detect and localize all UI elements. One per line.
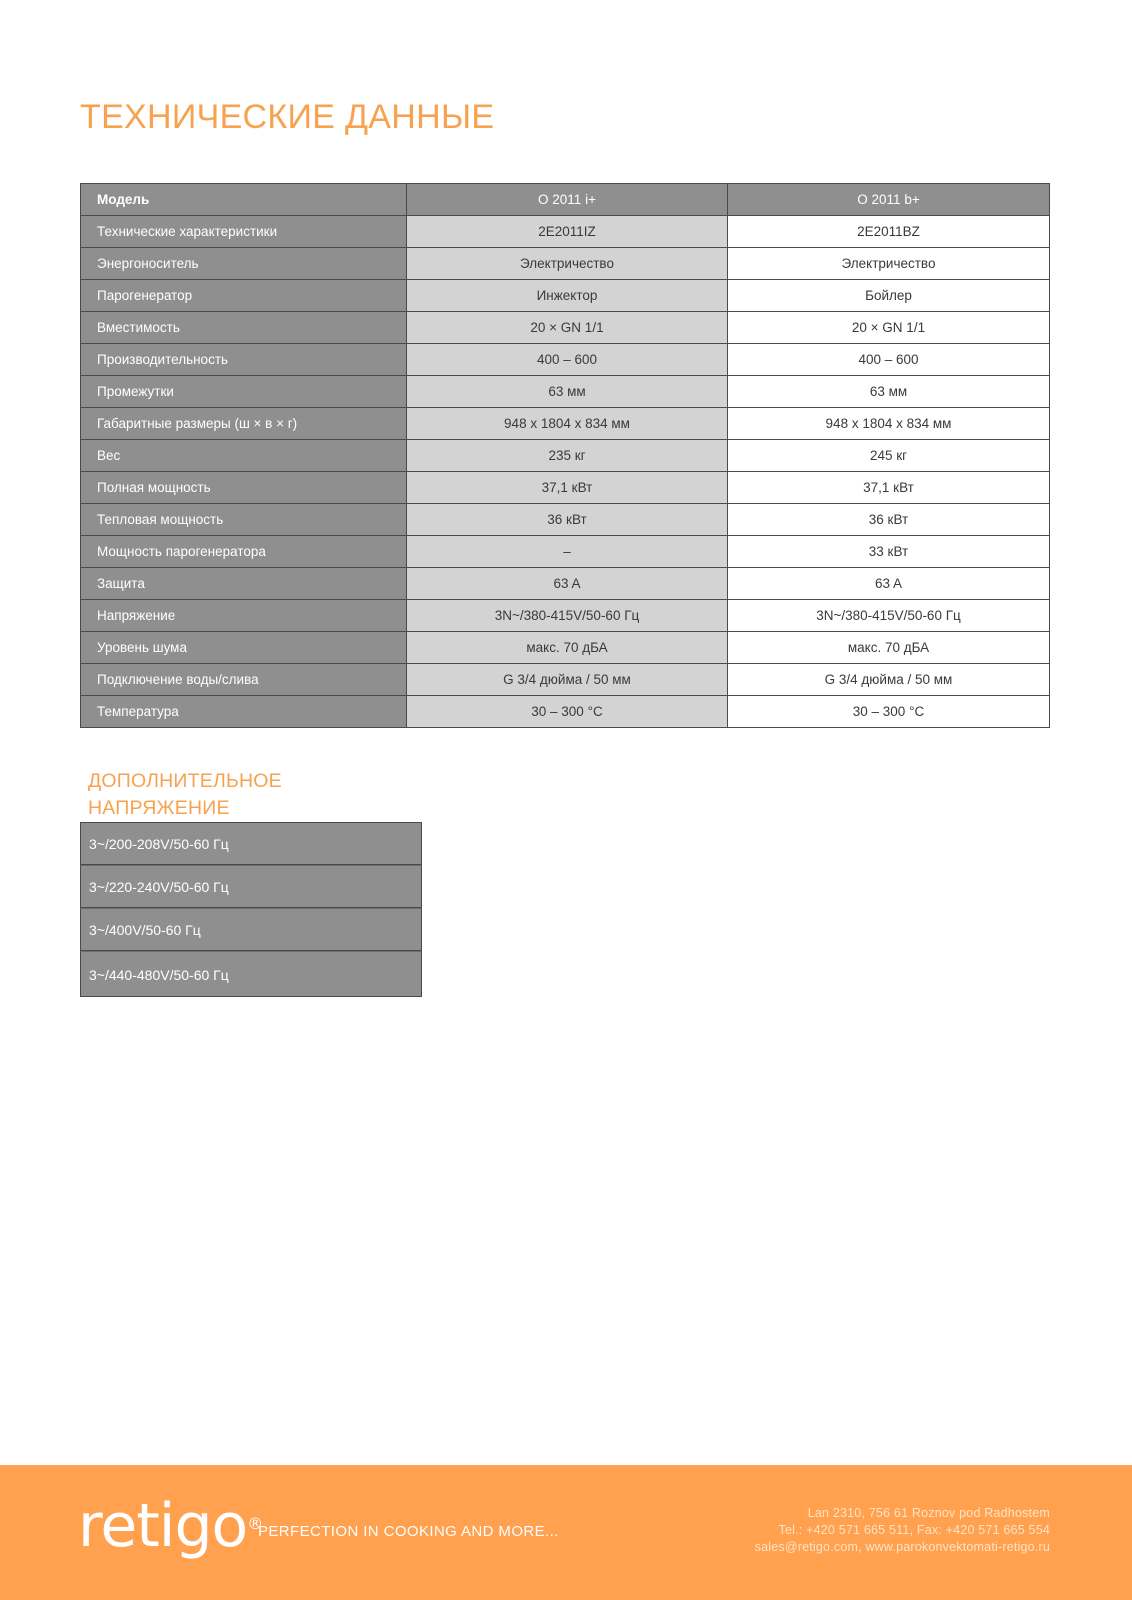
row-label: Напряжение <box>81 600 407 632</box>
table-row <box>81 472 1050 504</box>
row-value-b: 30 – 300 °C <box>728 696 1050 728</box>
email-web: sales@retigo.com, www.parokonvektomati-retigo.ru <box>754 1540 1050 1554</box>
additional-voltage-list <box>80 822 422 997</box>
table-row <box>81 504 1050 536</box>
address: Lan 2310, 756 61 Roznov pod Radhostem <box>807 1506 1050 1520</box>
spec-table <box>80 183 1050 728</box>
table-row <box>81 344 1050 376</box>
table-row <box>81 632 1050 664</box>
row-label: Подключение воды/слива <box>81 664 407 696</box>
table-row <box>81 568 1050 600</box>
row-label: Защита <box>81 568 407 600</box>
row-value-b: 3N~/380-415V/50-60 Гц <box>728 600 1050 632</box>
row-value-a: 2E2011IZ <box>407 216 728 248</box>
row-label: Температура <box>81 696 407 728</box>
page-title: ТЕХНИЧЕСКИЕ ДАННЫЕ <box>80 98 495 136</box>
row-value-a: 37,1 кВт <box>407 472 728 504</box>
voltage-item: 3~/200-208V/50-60 Гц <box>80 822 422 865</box>
row-value-b: 36 кВт <box>728 504 1050 536</box>
registered-mark: ® <box>247 1514 264 1533</box>
row-value-b: 948 x 1804 x 834 мм <box>728 408 1050 440</box>
logo-text: retigo <box>78 1491 248 1561</box>
row-value-a: 400 – 600 <box>407 344 728 376</box>
row-value-a: G 3/4 дюйма / 50 мм <box>407 664 728 696</box>
row-value-a: 63 A <box>407 568 728 600</box>
row-value-b: Электричество <box>728 248 1050 280</box>
table-row <box>81 696 1050 728</box>
phone-fax: Tel.: +420 571 665 511, Fax: +420 571 665 554 <box>778 1523 1050 1537</box>
row-value-b: макс. 70 дБА <box>728 632 1050 664</box>
row-value-b: Бойлер <box>728 280 1050 312</box>
row-value-b: G 3/4 дюйма / 50 мм <box>728 664 1050 696</box>
row-label: Парогенератор <box>81 280 407 312</box>
retigo-logo <box>78 1491 264 1561</box>
row-value-a: 235 кг <box>407 440 728 472</box>
contact-block <box>755 1505 1050 1556</box>
additional-voltage-title <box>88 768 282 822</box>
tagline: PERFECTION IN COOKING AND MORE... <box>258 1523 559 1540</box>
row-value-b: 2E2011BZ <box>728 216 1050 248</box>
row-value-a: 20 × GN 1/1 <box>407 312 728 344</box>
table-row <box>81 536 1050 568</box>
header-label: Модель <box>81 184 407 216</box>
row-value-a: 63 мм <box>407 376 728 408</box>
table-row <box>81 280 1050 312</box>
row-label: Тепловая мощность <box>81 504 407 536</box>
table-row <box>81 600 1050 632</box>
row-value-b: 33 кВт <box>728 536 1050 568</box>
row-value-a: – <box>407 536 728 568</box>
row-value-b: 63 мм <box>728 376 1050 408</box>
row-value-b: 20 × GN 1/1 <box>728 312 1050 344</box>
row-value-a: 948 x 1804 x 834 мм <box>407 408 728 440</box>
table-row <box>81 664 1050 696</box>
row-value-a: макс. 70 дБА <box>407 632 728 664</box>
row-value-b: 63 A <box>728 568 1050 600</box>
voltage-item: 3~/400V/50-60 Гц <box>80 908 422 951</box>
header-model-b: O 2011 b+ <box>728 184 1050 216</box>
table-row <box>81 248 1050 280</box>
row-value-b: 400 – 600 <box>728 344 1050 376</box>
row-value-a: Электричество <box>407 248 728 280</box>
row-value-a: 30 – 300 °C <box>407 696 728 728</box>
row-label: Вес <box>81 440 407 472</box>
additional-title-line1: ДОПОЛНИТЕЛЬНОЕ <box>88 770 282 792</box>
row-label: Производительность <box>81 344 407 376</box>
header-model-a: O 2011 i+ <box>407 184 728 216</box>
row-value-b: 245 кг <box>728 440 1050 472</box>
row-label: Энергоноситель <box>81 248 407 280</box>
row-label: Технические характеристики <box>81 216 407 248</box>
row-value-a: 36 кВт <box>407 504 728 536</box>
table-row <box>81 440 1050 472</box>
row-value-b: 37,1 кВт <box>728 472 1050 504</box>
table-row <box>81 312 1050 344</box>
row-label: Габаритные размеры (ш × в × г) <box>81 408 407 440</box>
voltage-item: 3~/440-480V/50-60 Гц <box>80 951 422 997</box>
row-label: Промежутки <box>81 376 407 408</box>
row-value-a: 3N~/380-415V/50-60 Гц <box>407 600 728 632</box>
additional-title-line2: НАПРЯЖЕНИЕ <box>88 797 230 819</box>
table-header-row <box>81 184 1050 216</box>
table-row <box>81 216 1050 248</box>
row-label: Уровень шума <box>81 632 407 664</box>
table-row <box>81 408 1050 440</box>
voltage-item: 3~/220-240V/50-60 Гц <box>80 865 422 908</box>
table-row <box>81 376 1050 408</box>
row-label: Полная мощность <box>81 472 407 504</box>
row-value-a: Инжектор <box>407 280 728 312</box>
row-label: Вместимость <box>81 312 407 344</box>
row-label: Мощность парогенератора <box>81 536 407 568</box>
footer <box>0 1465 1132 1600</box>
